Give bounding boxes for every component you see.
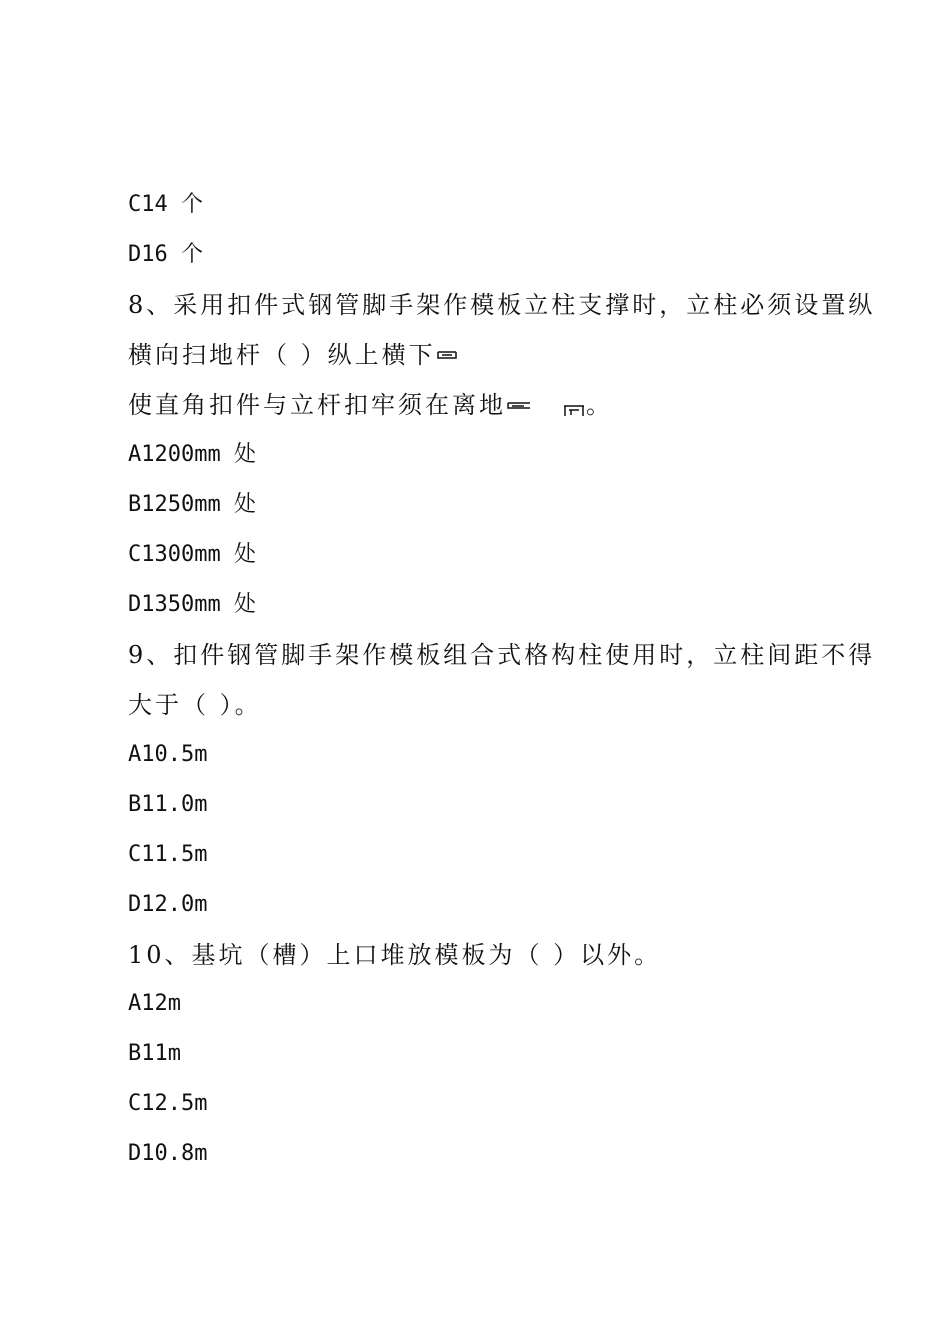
question-8-line-3-text: 使直角扣件与立杆扣牢须在离地	[128, 391, 506, 419]
question-10-option-d: D10.8m	[128, 1141, 208, 1166]
question-9-line-2: 大于（ ）。	[128, 691, 262, 719]
option-d-prev: D16 个	[128, 242, 203, 267]
fragment-glyph-1	[436, 347, 458, 367]
question-8-line-2-text: 横向扫地杆（ ）纵上横下	[128, 341, 436, 369]
question-8-option-a: A1200mm 处	[128, 442, 256, 467]
fragment-glyph-3	[562, 396, 586, 418]
question-10-option-c: C12.5m	[128, 1091, 208, 1116]
question-9-option-a: A10.5m	[128, 742, 208, 767]
question-8-option-d: D1350mm 处	[128, 592, 256, 617]
question-10-line-1: 10、基坑（槽）上口堆放模板为（ ）以外。	[128, 941, 662, 969]
question-8-option-b: B1250mm 处	[128, 492, 256, 517]
question-8-line-3	[128, 390, 613, 420]
question-10-option-a: A12m	[128, 991, 181, 1016]
question-9-option-b: B11.0m	[128, 792, 208, 817]
fragment-glyph-2	[506, 397, 532, 417]
question-8-line-3-end: 。	[586, 391, 613, 419]
question-9-option-c: C11.5m	[128, 842, 208, 867]
question-8-line-2	[128, 340, 458, 370]
question-8-line-1: 8、采用扣件式钢管脚手架作模板立柱支撑时，立柱必须设置纵	[128, 291, 876, 319]
question-10-option-b: B11m	[128, 1041, 181, 1066]
option-c-prev: C14 个	[128, 192, 203, 217]
question-9-line-1: 9、扣件钢管脚手架作模板组合式格构柱使用时，立柱间距不得	[128, 641, 876, 669]
question-8-option-c: C1300mm 处	[128, 542, 256, 567]
question-9-option-d: D12.0m	[128, 892, 208, 917]
